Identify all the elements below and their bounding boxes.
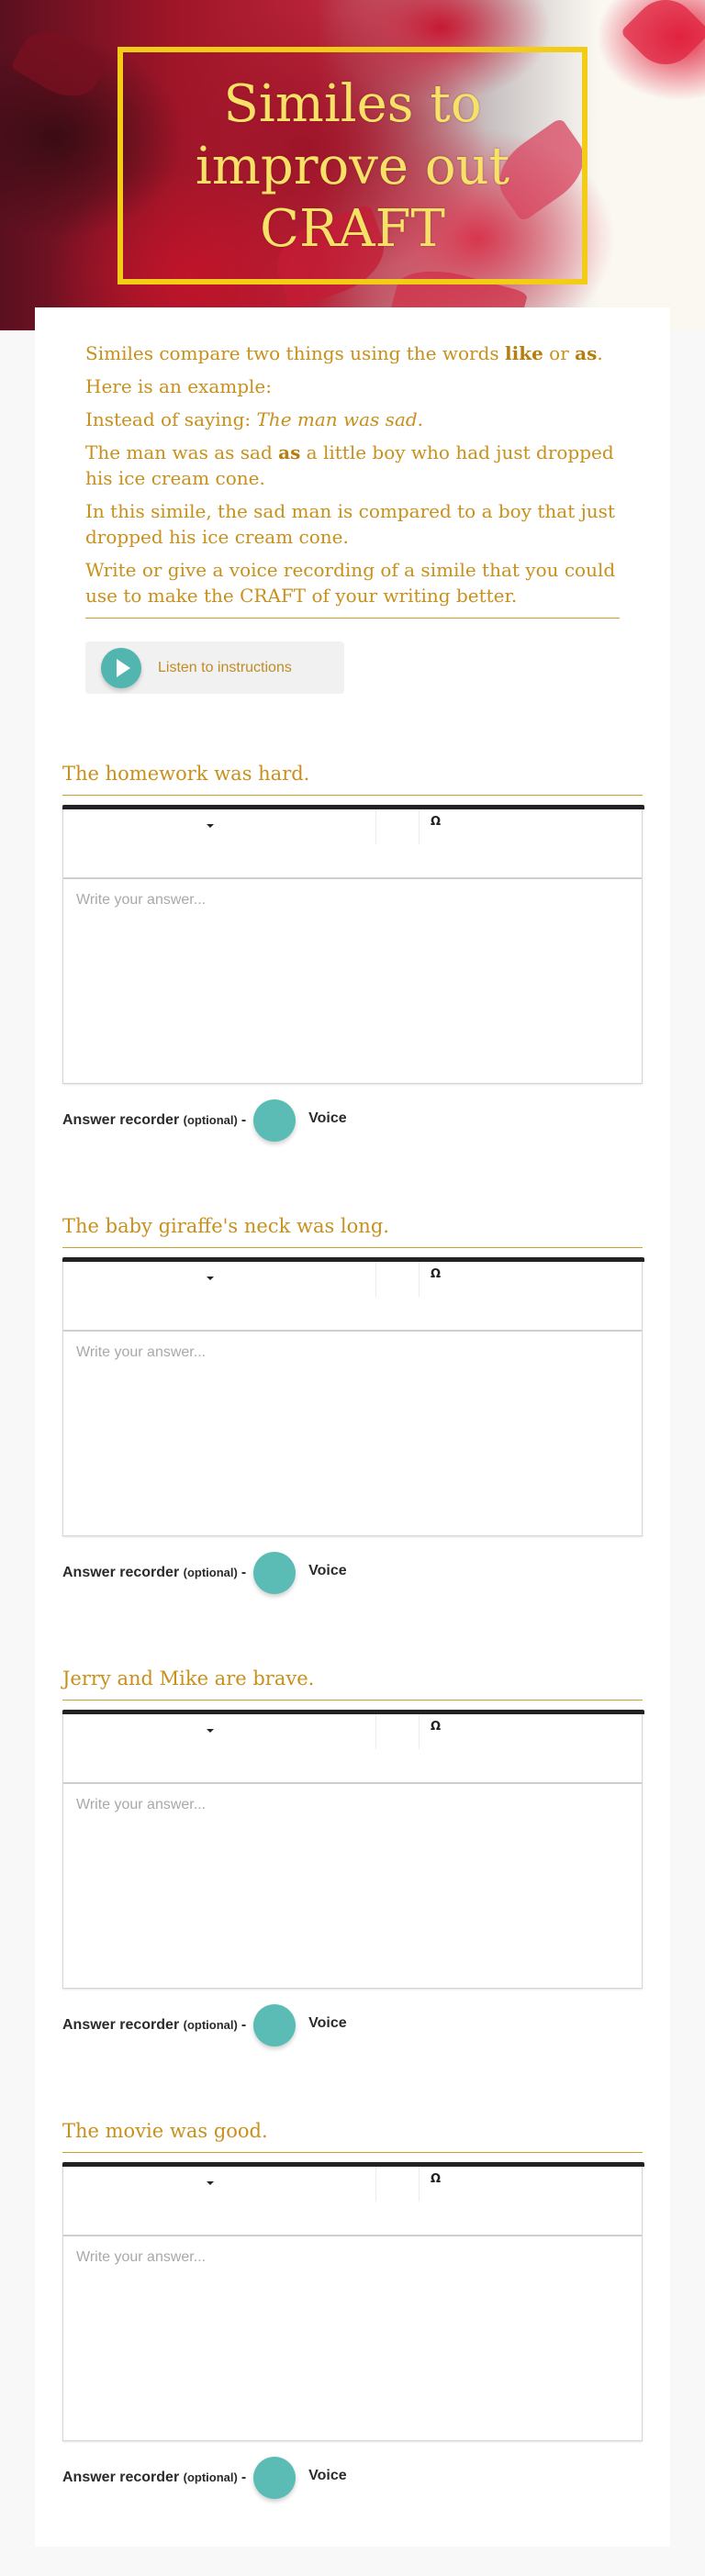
play-icon[interactable]	[101, 648, 141, 688]
question-prompt: The movie was good.	[62, 2120, 268, 2142]
keyword-as: as	[575, 342, 598, 364]
rich-text-editor	[62, 805, 643, 1084]
hero-banner	[0, 0, 705, 330]
recorder-dash: -	[241, 2470, 247, 2485]
voice-label: Voice	[308, 1110, 347, 1126]
leaf-decoration	[10, 20, 109, 109]
record-voice-button[interactable]	[253, 2457, 296, 2499]
recorder-label-text: Answer recorder	[62, 1112, 180, 1128]
divider	[62, 1247, 643, 1248]
page-title: Similes to improve out CRAFT	[195, 73, 510, 259]
question-block	[62, 2118, 644, 2504]
optional-label: (optional)	[183, 1566, 238, 1579]
record-voice-button[interactable]	[253, 2004, 296, 2046]
intro-text: Similes compare two things using the words	[85, 342, 506, 364]
keyword-like: like	[505, 342, 543, 364]
worksheet-card	[35, 307, 670, 2547]
recorder-label	[62, 2017, 238, 2034]
divider	[62, 2152, 643, 2153]
answer-recorder	[62, 1098, 347, 1143]
answer-input[interactable]	[63, 1786, 642, 1988]
record-voice-button[interactable]	[253, 1552, 296, 1594]
intro-paragraph	[85, 340, 618, 366]
special-character-button[interactable]: Ω	[431, 2172, 442, 2186]
keyword-as: as	[278, 441, 301, 463]
question-block	[62, 1213, 644, 1599]
intro-text: or	[543, 342, 576, 364]
voice-label: Voice	[308, 1563, 347, 1578]
special-character-button[interactable]: Ω	[431, 1267, 442, 1281]
toolbar-separator	[375, 809, 376, 844]
listen-label: Listen to instructions	[158, 659, 292, 675]
recorder-dash: -	[241, 2017, 247, 2033]
special-character-button[interactable]: Ω	[431, 1720, 442, 1734]
answer-input[interactable]	[63, 881, 642, 1083]
intro-paragraph: Write or give a voice recording of a simile that you could use to make the CRAFT of your writing better.	[85, 559, 616, 607]
intro-paragraph	[85, 440, 618, 491]
question-prompt: The homework was hard.	[62, 763, 310, 785]
intro-paragraph: Here is an example:	[85, 375, 272, 397]
format-dropdown[interactable]	[63, 809, 375, 844]
toolbar-separator	[375, 2167, 376, 2202]
recorder-label-text: Answer recorder	[62, 1565, 180, 1580]
answer-recorder	[62, 1550, 347, 1596]
listen-instructions-button[interactable]	[85, 641, 344, 694]
answer-input[interactable]	[63, 1333, 642, 1535]
intro-text: a little boy who had just dropped his ice cream cone.	[85, 441, 614, 489]
record-voice-button[interactable]	[253, 1099, 296, 1142]
toolbar-separator	[419, 1714, 420, 1749]
format-dropdown[interactable]	[63, 1262, 375, 1297]
caret-down-icon	[207, 1277, 214, 1280]
caret-down-icon	[207, 2181, 214, 2185]
question-block	[62, 761, 644, 1146]
rich-text-editor	[62, 1257, 643, 1536]
rich-text-editor	[62, 1710, 643, 1989]
answer-input[interactable]	[63, 2238, 642, 2440]
special-character-button[interactable]: Ω	[431, 815, 442, 829]
optional-label: (optional)	[183, 2018, 238, 2032]
intro-paragraph: In this simile, the sad man is compared to a boy that just dropped his ice cream cone.	[85, 500, 615, 548]
toolbar-separator	[419, 809, 420, 844]
example-sentence: The man was sad.	[256, 408, 424, 430]
intro-text: .	[597, 342, 603, 364]
title-frame	[118, 47, 588, 284]
voice-label: Voice	[308, 2015, 347, 2031]
editor-toolbar	[63, 2167, 642, 2236]
toolbar-separator	[375, 1714, 376, 1749]
recorder-dash: -	[241, 1565, 247, 1580]
rich-text-editor	[62, 2162, 643, 2441]
question-prompt: Jerry and Mike are brave.	[62, 1667, 315, 1689]
voice-label: Voice	[308, 2468, 347, 2483]
optional-label: (optional)	[183, 1113, 238, 1127]
answer-recorder	[62, 2455, 347, 2501]
editor-toolbar	[63, 1262, 642, 1332]
caret-down-icon	[207, 1729, 214, 1733]
caret-down-icon	[207, 824, 214, 828]
intro-paragraph	[85, 407, 618, 432]
editor-toolbar	[63, 809, 642, 879]
answer-recorder	[62, 2002, 347, 2048]
toolbar-separator	[375, 1262, 376, 1297]
divider	[85, 618, 620, 619]
divider	[62, 795, 643, 796]
recorder-label-text: Answer recorder	[62, 2470, 180, 2485]
format-dropdown[interactable]	[63, 1714, 375, 1749]
leaf-decoration	[621, 0, 705, 77]
intro-text: Instead of saying:	[85, 408, 257, 430]
recorder-dash: -	[241, 1112, 247, 1128]
toolbar-separator	[419, 1262, 420, 1297]
recorder-label-text: Answer recorder	[62, 2017, 180, 2033]
recorder-label	[62, 2470, 238, 2486]
optional-label: (optional)	[183, 2470, 238, 2484]
intro-text: The man was as sad	[85, 441, 279, 463]
editor-toolbar	[63, 1714, 642, 1784]
question-block	[62, 1666, 644, 2051]
instructions	[85, 340, 618, 616]
recorder-label	[62, 1565, 238, 1581]
toolbar-separator	[419, 2167, 420, 2202]
recorder-label	[62, 1112, 238, 1129]
divider	[62, 1700, 643, 1701]
format-dropdown[interactable]	[63, 2167, 375, 2202]
question-prompt: The baby giraffe's neck was long.	[62, 1215, 389, 1237]
